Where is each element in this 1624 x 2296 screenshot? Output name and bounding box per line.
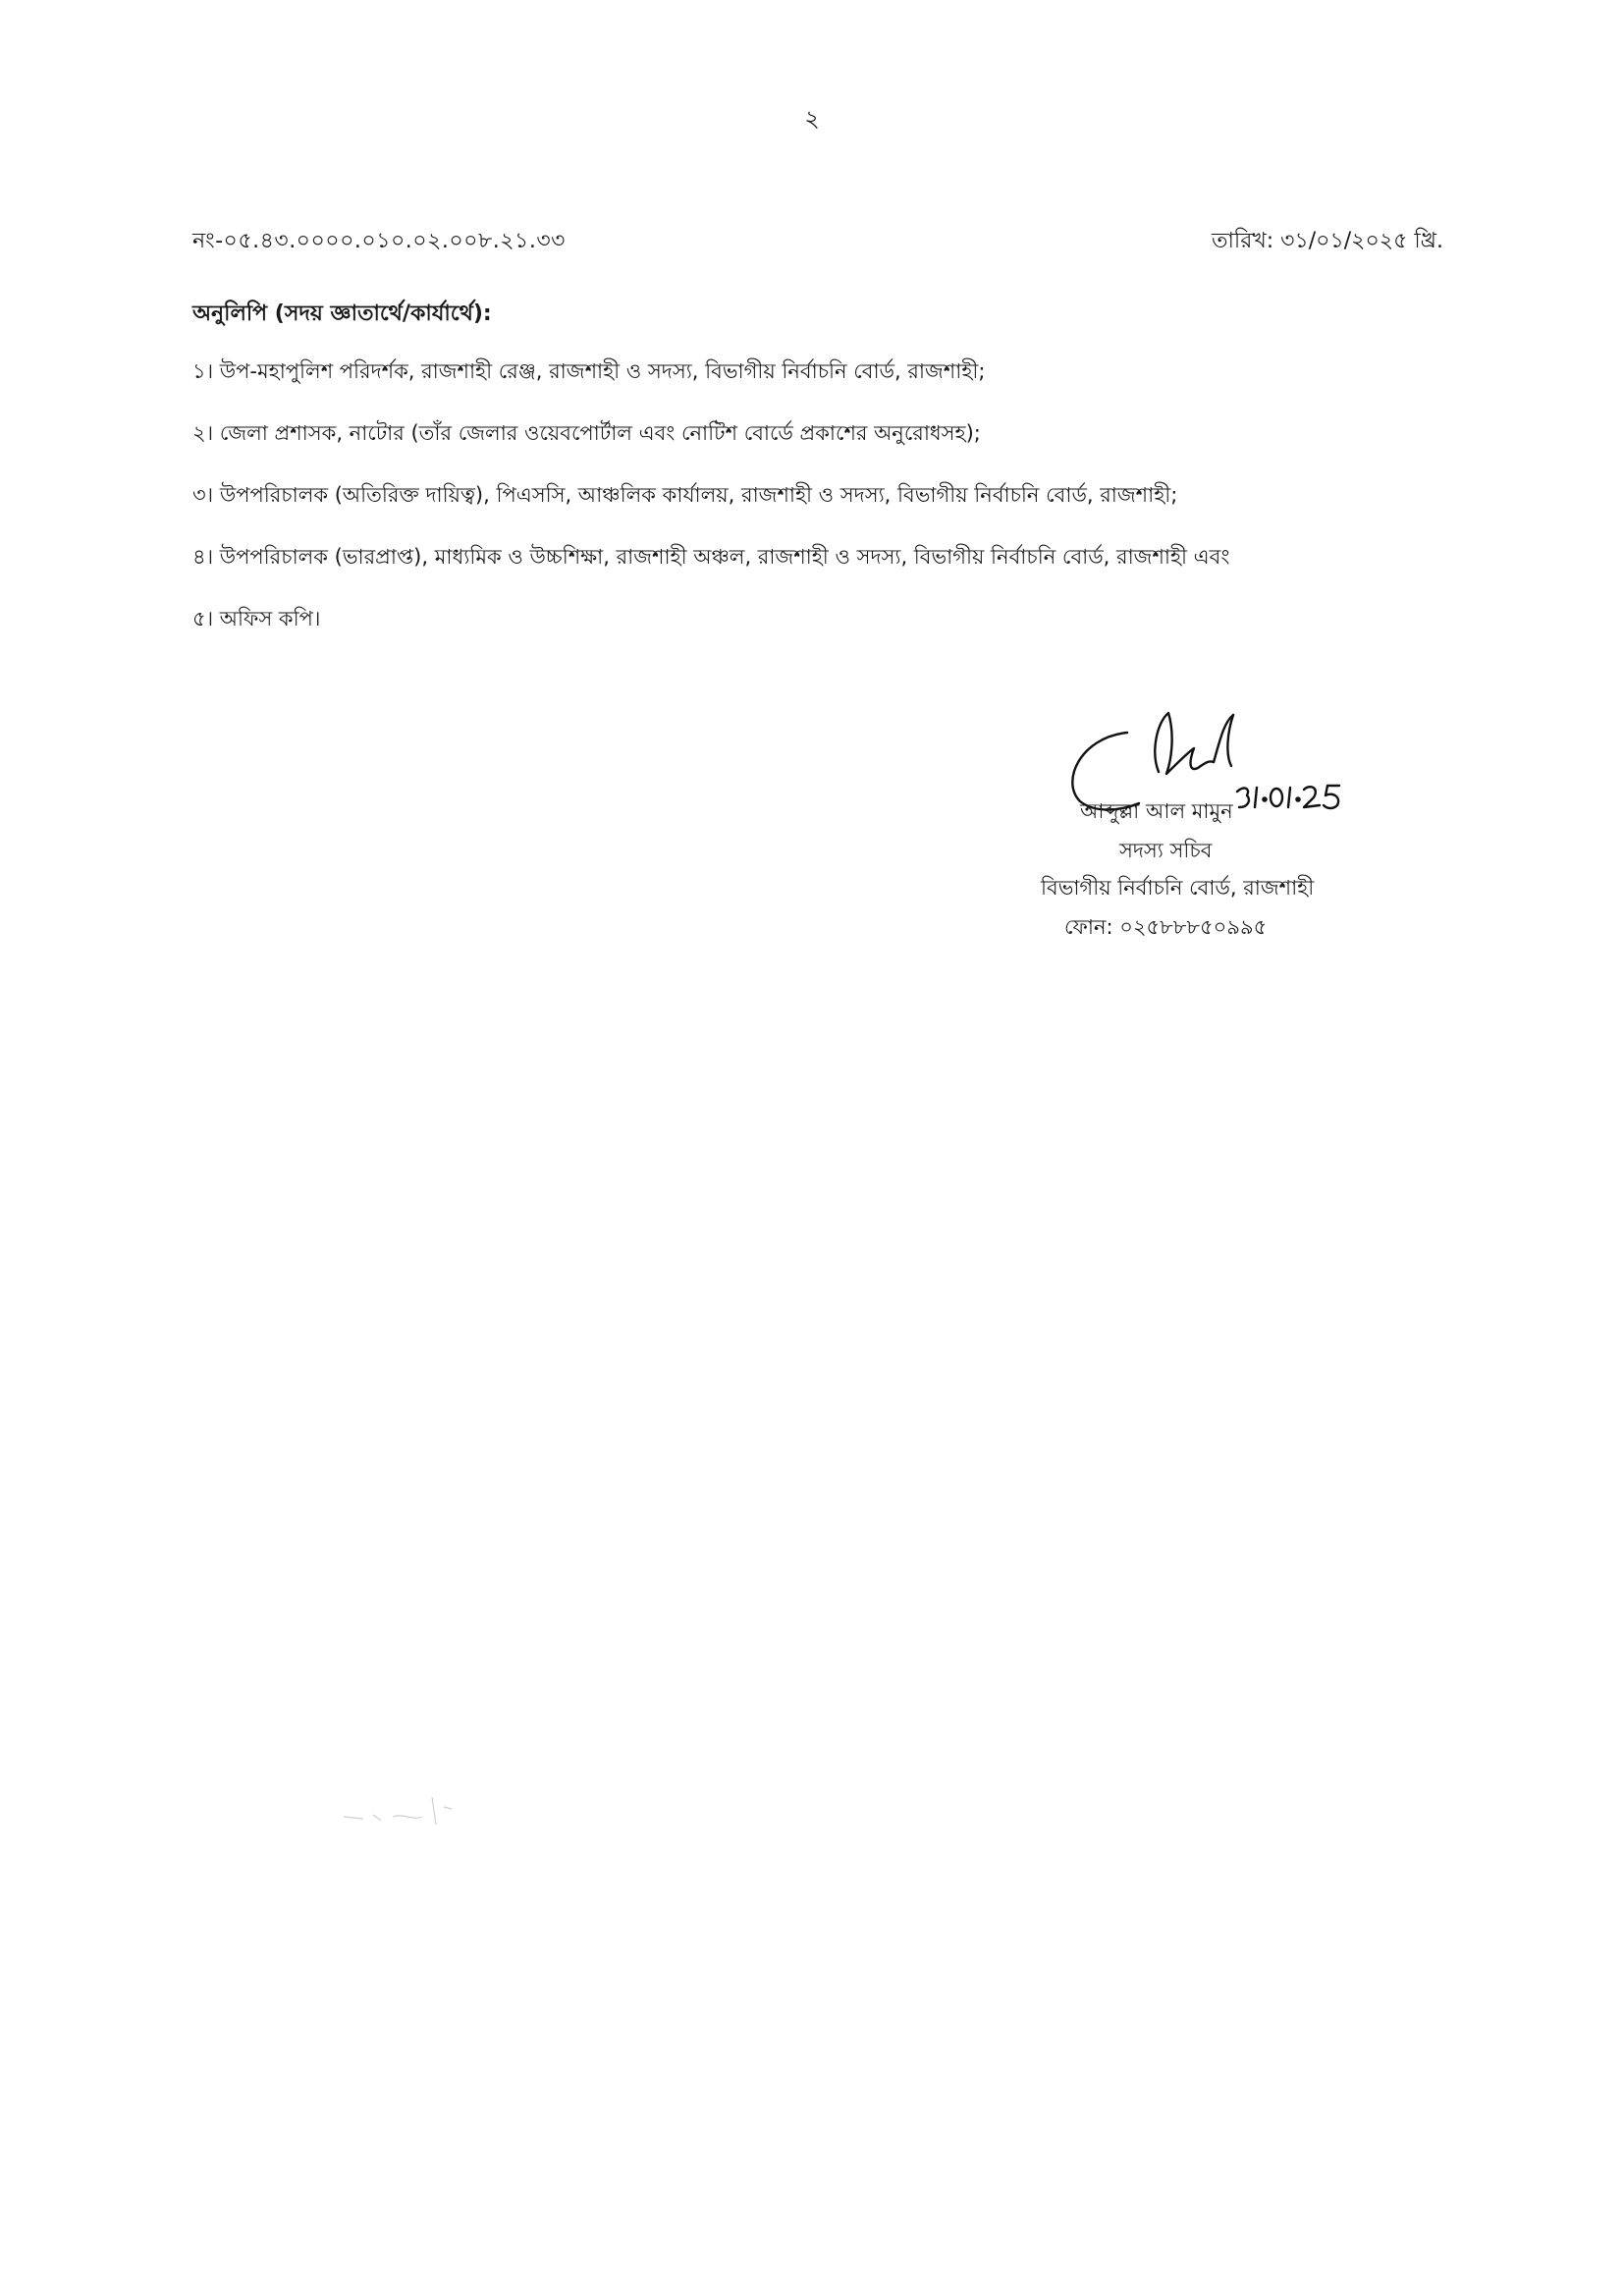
memo-date: তারিখ: ৩১/০১/২০২৫ খ্রি.	[1212, 229, 1443, 253]
copy-to-item: ১। উপ-মহাপুলিশ পরিদর্শক, রাজশাহী রেঞ্জ, রাজশাহী ও সদস্য, বিভাগীয় নির্বাচনি বোর্ড, রাজশাহী;	[192, 359, 986, 383]
signer-organization: বিভাগীয় নির্বাচনি বোর্ড, রাজশাহী	[1041, 876, 1315, 900]
copy-to-item: ৫। অফিস কপি।	[192, 607, 321, 630]
signature-block	[1041, 703, 1453, 958]
scan-artifact	[334, 1777, 530, 1836]
page-number: ২	[804, 105, 820, 133]
memo-number: নং-০৫.৪৩.০০০০.০১০.০২.০০৮.২১.৩৩	[192, 229, 566, 253]
signer-name: আব্দুল্লা আল মামুন	[1080, 799, 1233, 823]
copy-to-item: ২। জেলা প্রশাসক, নাটোর (তাঁর জেলার ওয়েবপোর্টাল এবং নোটিশ বোর্ডে প্রকাশের অনুরোধসহ);	[192, 421, 981, 445]
signer-title: সদস্য সচিব	[1119, 839, 1213, 862]
copy-to-item: ৩। উপপরিচালক (অতিরিক্ত দায়িত্ব), পিএসসি, আঞ্চলিক কার্যালয়, রাজশাহী ও সদস্য, বিভাগীয় নির্বাচনি বোর্ড, রাজশাহী;	[192, 483, 1178, 507]
copy-to-list	[192, 352, 1459, 661]
copy-to-item: ৪। উপপরিচালক (ভারপ্রাপ্ত), মাধ্যমিক ও উচ্চশিক্ষা, রাজশাহী অঞ্চল, রাজশাহী ও সদস্য, বিভাগীয় নির্বাচনি বোর্ড, রাজশাহী এবং	[192, 545, 1230, 569]
copy-to-heading: অনুলিপি (সদয় জ্ঞাতার্থে/কার্যার্থে):	[192, 301, 492, 326]
signer-phone: ফোন: ০২৫৮৮৮৫০৯৯৫	[1064, 915, 1268, 939]
memo-header	[192, 224, 1443, 263]
